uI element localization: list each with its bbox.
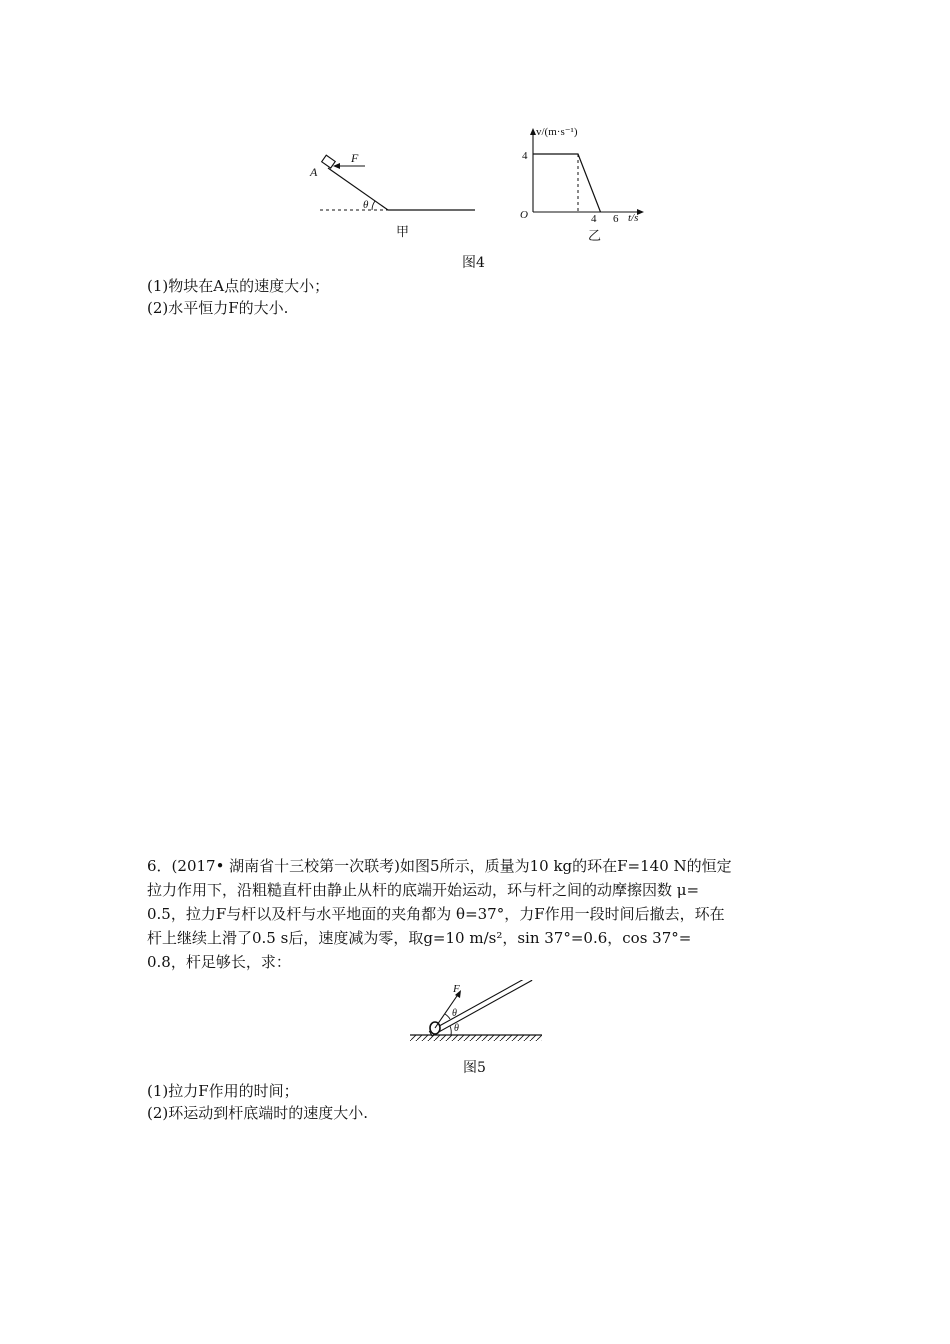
q6-line-2: 拉力作用下，沿粗糙直杆由静止从杆的底端开始运动，环与杆之间的动摩擦因数 μ= (147, 881, 700, 899)
label-theta-1: θ (452, 1008, 457, 1019)
x-tick-label-6: 6 (613, 213, 619, 225)
block-a (322, 155, 336, 168)
label-theta-2: θ (454, 1023, 459, 1034)
figure-4-jia (300, 140, 490, 245)
label-a: A (310, 165, 318, 179)
origin-label: O (520, 209, 528, 221)
q6-line-3: 0.5，拉力F与杆以及杆与水平地面的夹角都为 θ=37°，力F作用一段时间后撤去，环在 (147, 905, 725, 923)
q5-part-1: (1)物块在A点的速度大小； (147, 277, 330, 295)
x-tick-label-4: 4 (591, 213, 597, 225)
q6-line-5: 0.8，杆足够长，求： (147, 953, 291, 971)
rod (430, 980, 532, 1036)
q5-part-2: (2)水平恒力F的大小. (147, 299, 289, 317)
y-tick-label: 4 (522, 150, 528, 162)
incline-line (328, 168, 388, 210)
sublabel-yi: 乙 (588, 228, 602, 243)
figure-4-caption: 图4 (462, 255, 485, 271)
x-axis-label: t/s (628, 212, 639, 224)
label-f: F (351, 151, 359, 165)
ground-hatch (410, 1035, 542, 1041)
angle-arc (372, 201, 375, 210)
q6-part-2: (2)环运动到杆底端时的速度大小. (147, 1104, 369, 1122)
angle-arc-1 (445, 1014, 450, 1019)
figure-5-caption: 图5 (463, 1060, 486, 1076)
label-f: F (453, 983, 460, 995)
sublabel-jia: 甲 (396, 224, 410, 239)
y-axis-label: v/(m·s⁻¹) (536, 126, 578, 138)
figure-4-yi-chart (508, 122, 658, 245)
q6-part-1: (1)拉力F作用的时间； (147, 1082, 299, 1100)
label-theta: θ (363, 199, 369, 211)
figure-5 (405, 980, 550, 1048)
angle-arc-2 (450, 1026, 451, 1035)
q6-line-1: 6．(2017• 湖南省十三校第一次联考)如图5所示，质量为10 kg的环在F=140 N的恒定 (147, 857, 732, 875)
q6-line-4: 杆上继续上滑了0.5 s后，速度减为零，取g=10 m/s²，sin 37°=0.6，cos 37°= (147, 929, 692, 947)
velocity-series-line (533, 154, 601, 212)
